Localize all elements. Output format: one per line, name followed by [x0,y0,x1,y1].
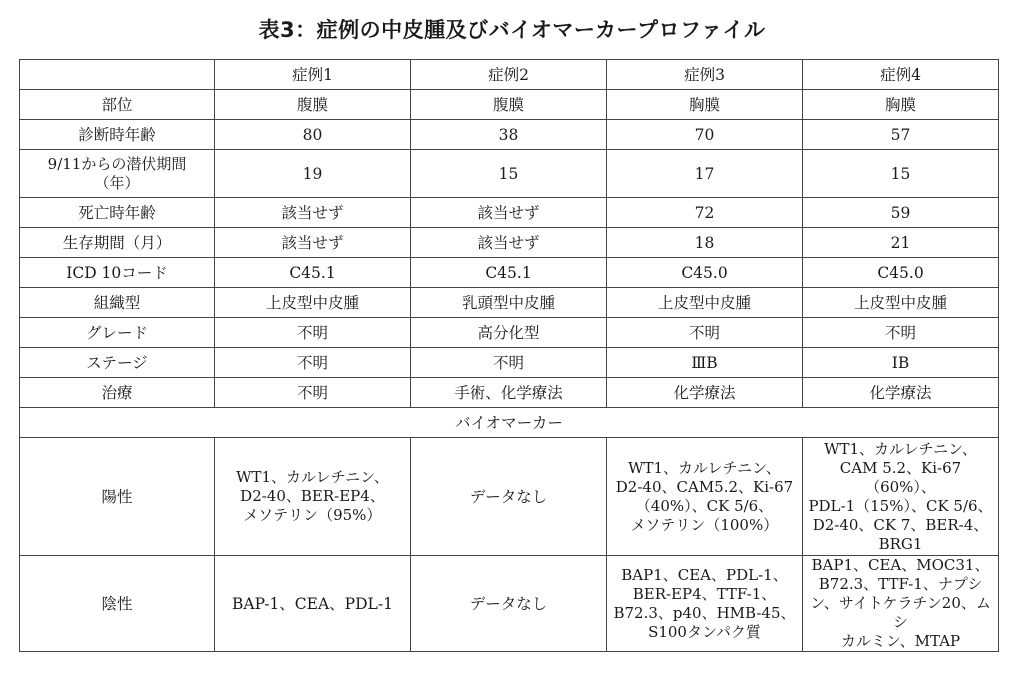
table-cell: 乳頭型中皮腫 [411,288,607,318]
row-label: グレード [20,318,215,348]
header-cell [20,60,215,90]
header-cell: 症例4 [803,60,999,90]
header-cell: 症例1 [215,60,411,90]
table-header-row [20,60,999,90]
table-cell: 70 [607,120,803,150]
table-cell: 腹膜 [411,90,607,120]
header-cell: 症例3 [607,60,803,90]
table-cell: 該当せず [411,228,607,258]
table-cell: 該当せず [411,198,607,228]
row-label: 部位 [20,90,215,120]
table-row [20,348,999,378]
table-row [20,150,999,198]
table-cell: WT1、カルレチニン、 D2-40、BER-EP4、 メソテリン（95%） [215,438,411,556]
row-label: 陽性 [20,438,215,556]
table-row [20,318,999,348]
table-title: 表3：症例の中皮腫及びバイオマーカープロファイル [258,18,766,42]
table-cell: 38 [411,120,607,150]
table-cell: 該当せず [215,228,411,258]
table-cell: 胸膜 [607,90,803,120]
table-cell: 上皮型中皮腫 [215,288,411,318]
table-cell: C45.1 [411,258,607,288]
table-cell: 高分化型 [411,318,607,348]
table-row [20,258,999,288]
table-cell: 15 [803,150,999,198]
biomarker-heading-row [20,408,999,438]
table-cell: 15 [411,150,607,198]
table-cell: データなし [411,556,607,652]
table-cell: 手術、化学療法 [411,378,607,408]
table-cell: 18 [607,228,803,258]
table-cell: 72 [607,198,803,228]
table-cell: 不明 [803,318,999,348]
table-cell: 59 [803,198,999,228]
table-cell: 化学療法 [607,378,803,408]
table-cell: 不明 [215,318,411,348]
table-cell: WT1、カルレチニン、 D2-40、CAM5.2、Ki-67 （40%）、CK 5/6、 メソテリン（100%） [607,438,803,556]
table-cell: 17 [607,150,803,198]
table-cell: IB [803,348,999,378]
table-row [20,120,999,150]
mesothelioma-profile-table [19,59,999,652]
table-row [20,288,999,318]
table-cell: BAP-1、CEA、PDL-1 [215,556,411,652]
table-cell: WT1、カルレチニン、 CAM 5.2、Ki-67（60%）、 PDL-1（15%）、CK 5/6、 D2-40、CK 7、BER-4、 BRG1 [803,438,999,556]
table-cell: BAP1、CEA、MOC31、 B72.3、TTF-1、ナプシ ン、サイトケラチン20、ムシ カルミン、MTAP [803,556,999,652]
table-cell: 57 [803,120,999,150]
table-cell: 不明 [607,318,803,348]
table-cell: 19 [215,150,411,198]
row-label: 診断時年齢 [20,120,215,150]
table-row [20,378,999,408]
table-cell: C45.0 [803,258,999,288]
table-cell: C45.1 [215,258,411,288]
table-row [20,90,999,120]
table-cell: 不明 [215,348,411,378]
table-cell: C45.0 [607,258,803,288]
table-cell: 化学療法 [803,378,999,408]
row-label: 死亡時年齢 [20,198,215,228]
table-cell: 80 [215,120,411,150]
table-cell: 胸膜 [803,90,999,120]
table-cell: 21 [803,228,999,258]
table-cell: 腹膜 [215,90,411,120]
table-cell: BAP1、CEA、PDL-1、 BER-EP4、TTF-1、 B72.3、p40、HMB-45、 S100タンパク質 [607,556,803,652]
biomarker-heading: バイオマーカー [20,408,999,438]
row-label: 組織型 [20,288,215,318]
table-cell: ⅢB [607,348,803,378]
row-label: 陰性 [20,556,215,652]
table-row [20,198,999,228]
header-cell: 症例2 [411,60,607,90]
row-label: ICD 10コード [20,258,215,288]
table-cell: 上皮型中皮腫 [607,288,803,318]
table-row [20,556,999,652]
table-row [20,438,999,556]
table-cell: 上皮型中皮腫 [803,288,999,318]
row-label: 治療 [20,378,215,408]
row-label: ステージ [20,348,215,378]
table-row [20,228,999,258]
row-label: 生存期間（月） [20,228,215,258]
table-cell: 不明 [215,378,411,408]
table-cell: 該当せず [215,198,411,228]
table-cell: 不明 [411,348,607,378]
table-cell: データなし [411,438,607,556]
row-label: 9/11からの潜伏期間 （年） [20,150,215,198]
